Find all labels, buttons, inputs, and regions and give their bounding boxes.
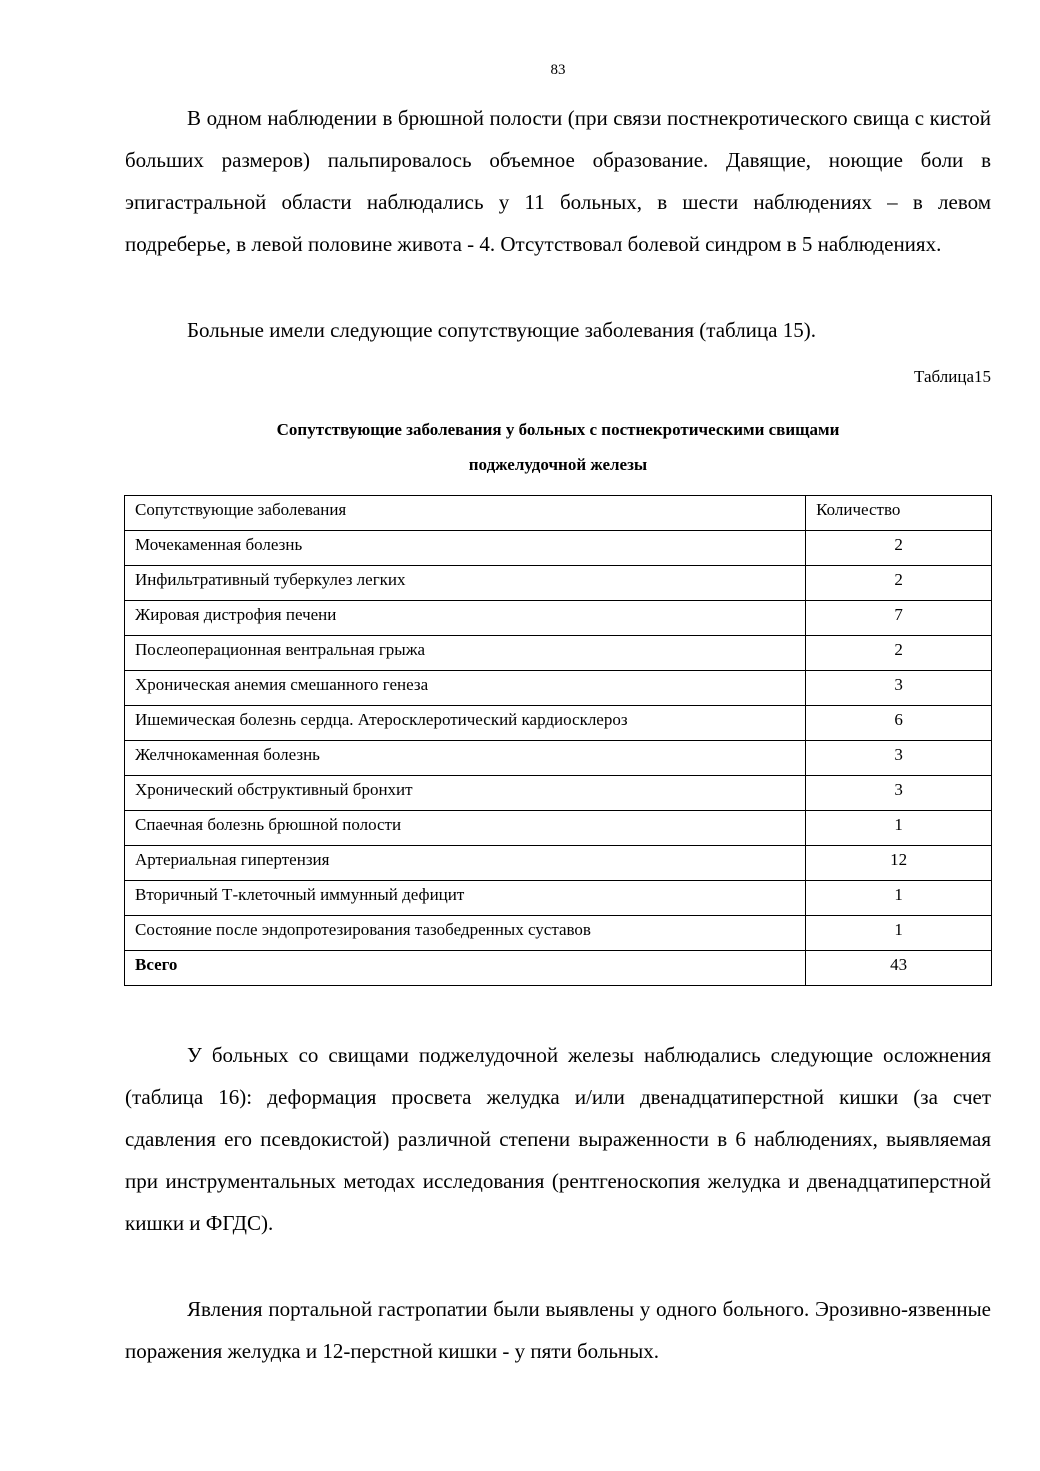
table-row: [125, 566, 992, 601]
row-count-cell: 2: [806, 566, 992, 601]
row-name-cell: Артериальная гипертензия: [125, 846, 806, 881]
row-count-cell: 3: [806, 741, 992, 776]
row-count-cell: 3: [806, 776, 992, 811]
table-title: [125, 412, 991, 482]
row-count-cell: 2: [806, 636, 992, 671]
row-name-cell: Вторичный Т-клеточный иммунный дефицит: [125, 881, 806, 916]
row-count-cell: 1: [806, 811, 992, 846]
header-count-cell: Количество: [806, 496, 992, 531]
page-number: 83: [550, 62, 566, 78]
table-row: [125, 881, 992, 916]
row-name-cell: Мочекаменная болезнь: [125, 531, 806, 566]
paragraph-gastropathy: Явления портальной гастропатии были выявлены у одного больного. Эрозивно-язвенные поражения желудка и 12-перстной кишки - у пяти больных.: [125, 1297, 991, 1363]
row-name-cell: Хронический обструктивный бронхит: [125, 776, 806, 811]
table-row: [125, 601, 992, 636]
row-name-cell: Ишемическая болезнь сердца. Атеросклеротический кардиосклероз: [125, 706, 806, 741]
row-count-cell: 1: [806, 881, 992, 916]
total-count-cell: 43: [806, 951, 992, 986]
table-row: [125, 706, 992, 741]
paragraph-table-intro: Больные имели следующие сопутствующие заболевания (таблица 15).: [187, 318, 816, 342]
row-name-cell: Состояние после эндопротезирования тазобедренных суставов: [125, 916, 806, 951]
paragraph-complications: У больных со свищами поджелудочной железы наблюдались следующие осложнения (таблица 16): деформация просвета желудка и/или двенадцатиперстной кишки (за счет сдавления его псевдокистой) различной степени выраженности в 6 наблюдениях, выявляемая при инструментальных методах исследования (рентгеноскопия желудка и двенадцатиперстной кишки и ФГДС).: [125, 1043, 991, 1235]
row-count-cell: 12: [806, 846, 992, 881]
comorbidities-table: [124, 495, 992, 986]
total-name-cell: Всего: [125, 951, 806, 986]
table-row: [125, 846, 992, 881]
row-name-cell: Послеоперационная вентральная грыжа: [125, 636, 806, 671]
table-total-row: [125, 951, 992, 986]
table-row: [125, 531, 992, 566]
paragraph-symptoms: В одном наблюдении в брюшной полости (при связи постнекротического свища с кистой больших размеров) пальпировалось объемное образование. Давящие, ноющие боли в эпигастральной области наблюдались у 11 больных, в шести наблюдениях – в левом подреберье, в левой половине живота - 4. Отсутствовал болевой синдром в 5 наблюдениях.: [125, 106, 991, 256]
table-title-line-1: Сопутствующие заболевания у больных с постнекротическими свищами: [276, 420, 840, 439]
table-row: [125, 636, 992, 671]
header-name-cell: Сопутствующие заболевания: [125, 496, 806, 531]
table-title-line-2: поджелудочной железы: [468, 455, 648, 474]
row-count-cell: 7: [806, 601, 992, 636]
row-name-cell: Спаечная болезнь брюшной полости: [125, 811, 806, 846]
row-count-cell: 6: [806, 706, 992, 741]
table-row: [125, 776, 992, 811]
table-row: [125, 741, 992, 776]
row-name-cell: Инфильтративный туберкулез легких: [125, 566, 806, 601]
table-header-row: [125, 496, 992, 531]
row-name-cell: Желчнокаменная болезнь: [125, 741, 806, 776]
row-count-cell: 1: [806, 916, 992, 951]
table-row: [125, 811, 992, 846]
table-row: [125, 671, 992, 706]
row-count-cell: 3: [806, 671, 992, 706]
table-row: [125, 916, 992, 951]
row-name-cell: Жировая дистрофия печени: [125, 601, 806, 636]
row-count-cell: 2: [806, 531, 992, 566]
row-name-cell: Хроническая анемия смешанного генеза: [125, 671, 806, 706]
table-label: Таблица15: [914, 367, 991, 386]
